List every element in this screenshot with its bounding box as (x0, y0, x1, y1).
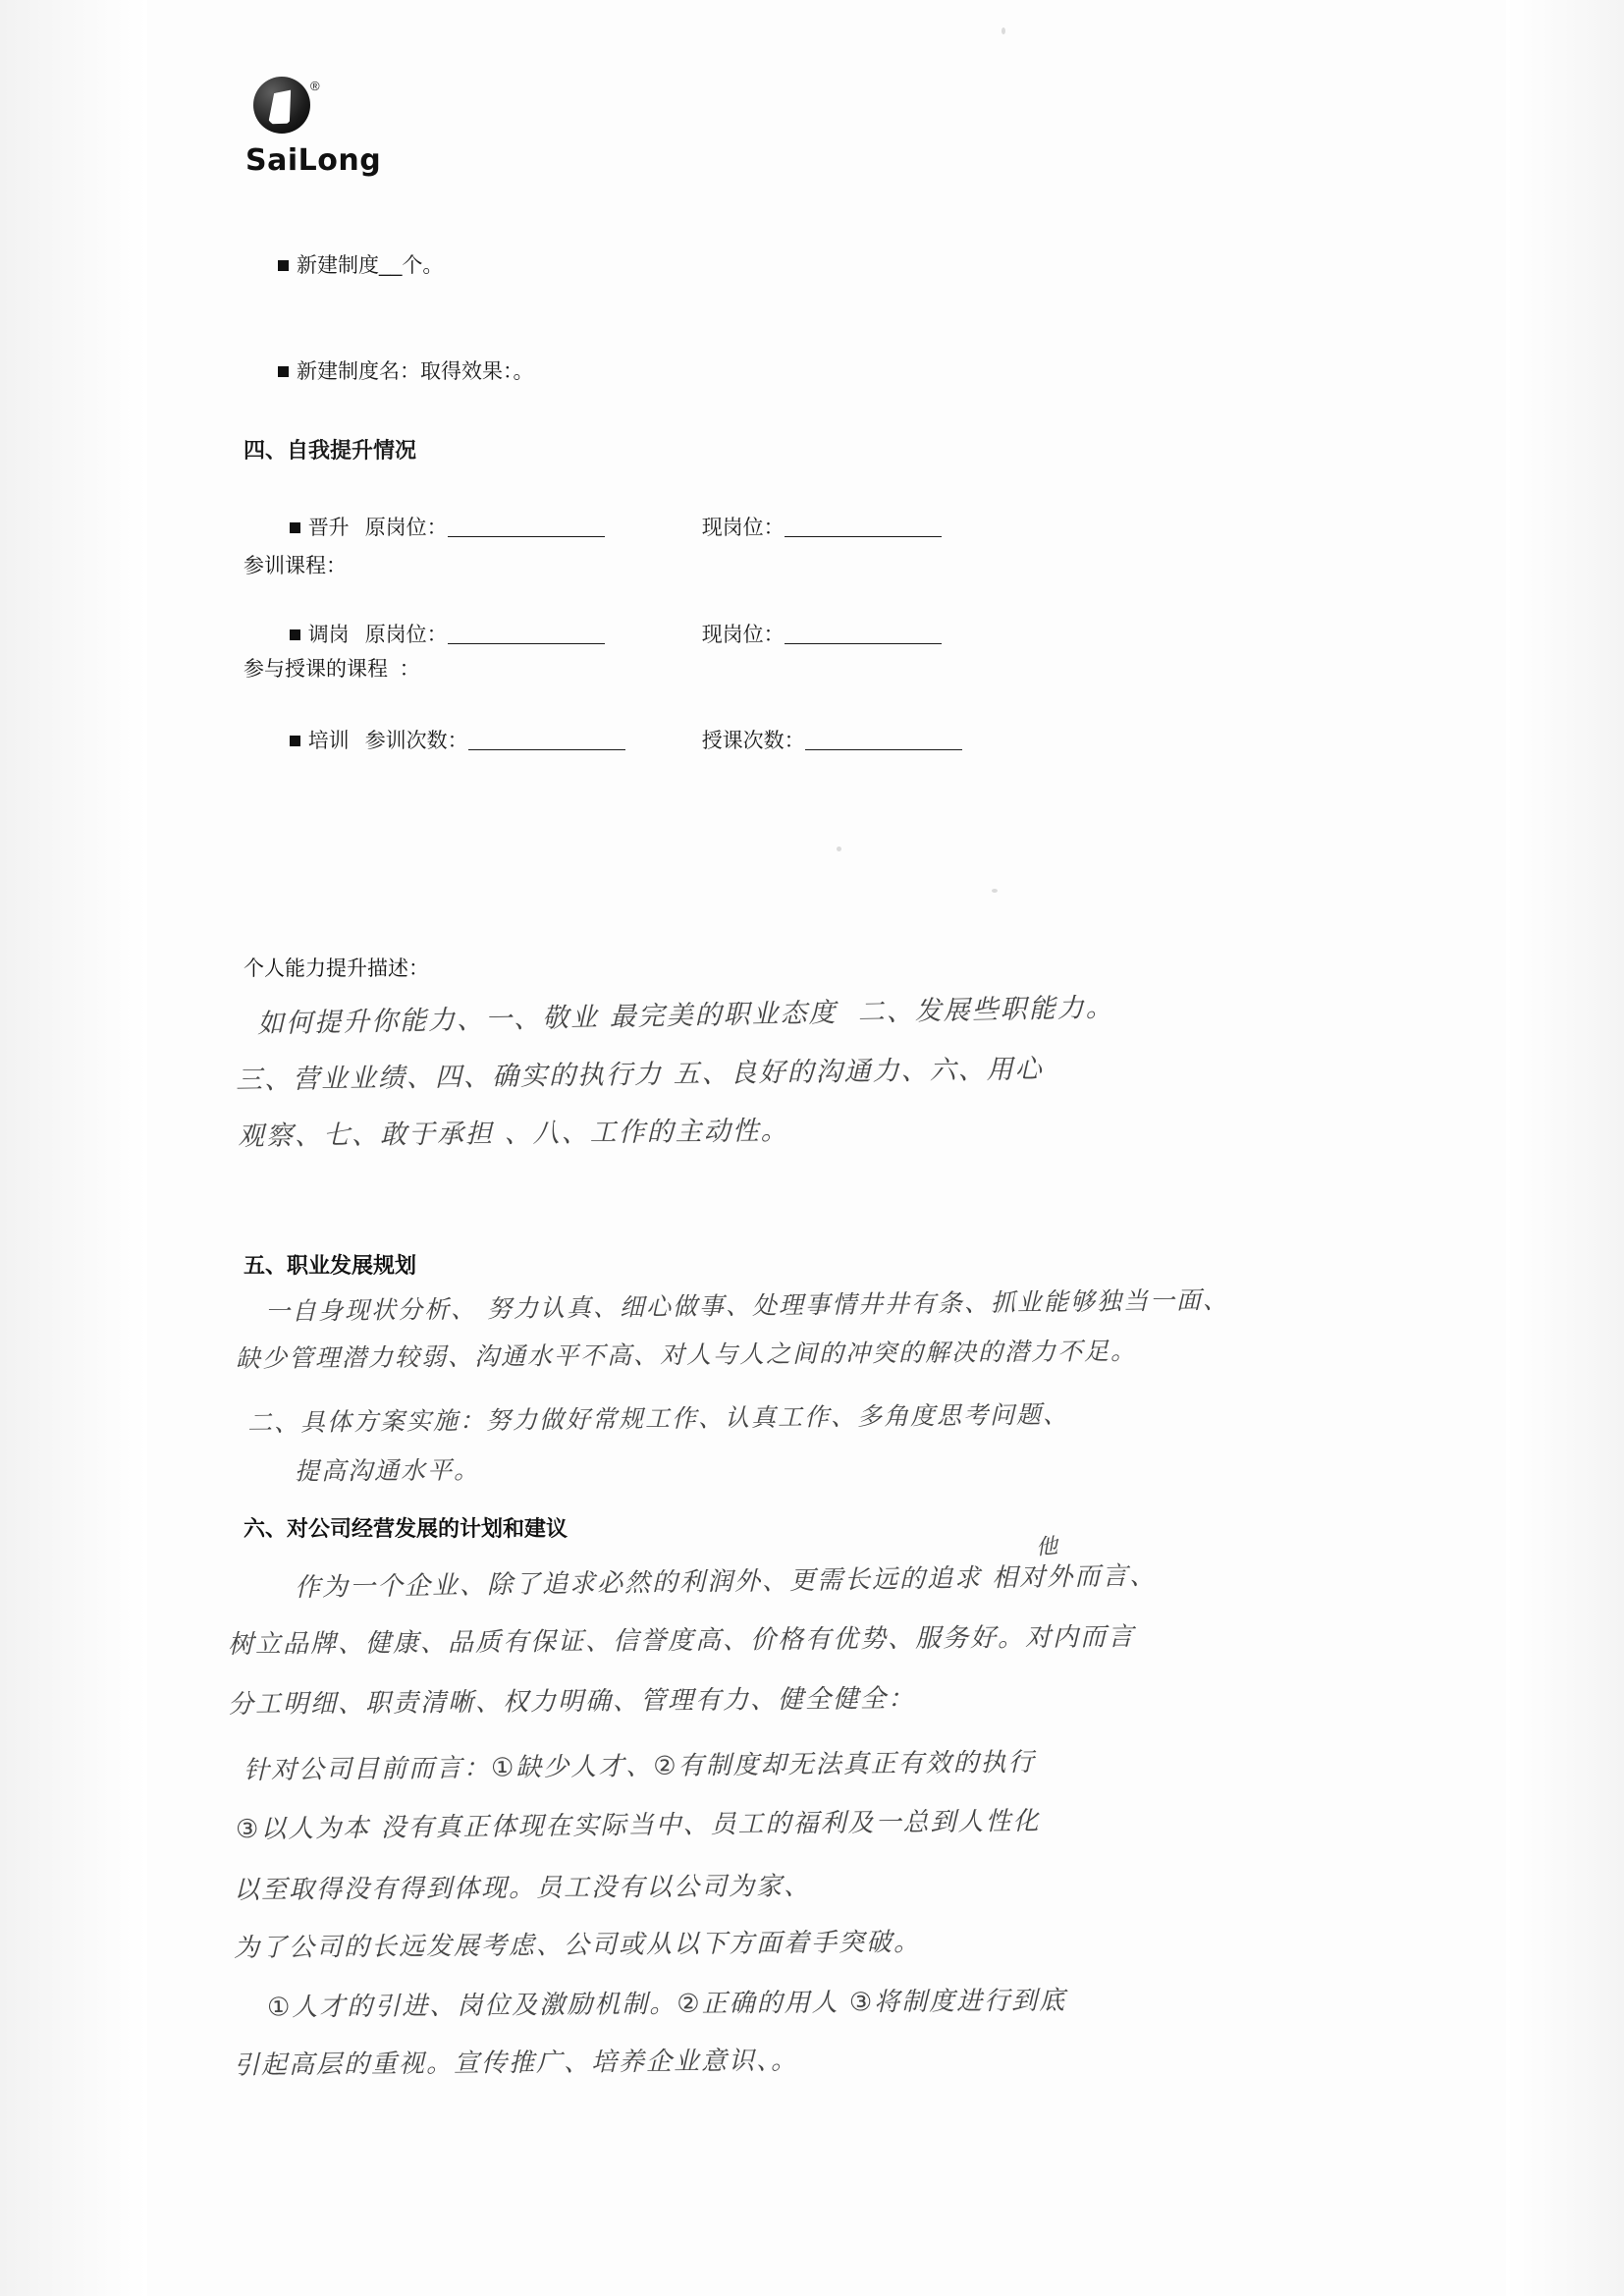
teaching-times (656, 694, 1068, 791)
square-bullet-icon (278, 260, 289, 271)
square-bullet-icon (290, 522, 300, 533)
transfer-current-post-field[interactable] (785, 624, 942, 644)
handwriting-suggestion-line-1: 作为一个企业、除了追求必然的利润外、更需长远的追求 相对外而言、 (294, 1560, 1158, 1604)
square-bullet-icon (278, 366, 289, 377)
new-system-count-label: 新建制度__个。 (297, 253, 444, 277)
current-post-label: 现岗位： (701, 516, 785, 539)
handwriting-suggestion-line-4: 针对公司目前而言：①缺少人才、②有制度却无法真正有效的执行 (243, 1747, 1036, 1786)
teaching-times-field[interactable] (805, 730, 962, 750)
promotion-current-post (656, 480, 1068, 576)
transfer-current-post (656, 587, 1068, 683)
handwriting-suggestion-line-2: 树立品牌、健康、品质有保证、信誉度高、价格有优势、服务好。对内而言 (227, 1621, 1136, 1661)
scan-edge-left (0, 0, 147, 2296)
handwriting-suggestion-line-8: ①人才的引进、岗位及激励机制。②正确的用人 ③将制度进行到底 (266, 1986, 1067, 2023)
handwriting-suggestion-line-6: 以至取得没有得到体现。员工没有以公司为家、 (233, 1871, 812, 1906)
training-label: 培训 (307, 730, 350, 753)
section-4-heading: 四、自我提升情况 (244, 438, 417, 464)
ability-description-label: 个人能力提升描述： (244, 957, 429, 980)
handwriting-ability-line-2: 三、营业业绩、四、确实的执行力 五、良好的沟通力、六、用心 (235, 1054, 1044, 1096)
training-times-field[interactable] (468, 730, 625, 750)
transfer-original-post-field[interactable] (448, 624, 605, 644)
handwriting-inserted-char: 他 (1035, 1534, 1060, 1560)
taught-courses-label: 参与授课的课程 ： (244, 658, 420, 681)
handwriting-suggestion-line-3: 分工明细、职责清晰、权力明确、管理有力、健全健全： (227, 1683, 916, 1721)
section-5-heading: 五、职业发展规划 (244, 1253, 417, 1278)
section-6-heading: 六、对公司经营发展的计划和建议 (244, 1516, 568, 1541)
handwriting-career-line-3: 二、具体方案实施：努力做好常规工作、认真工作、多角度思考问题、 (246, 1399, 1070, 1438)
transfer-label: 调岗 (307, 623, 350, 646)
original-post-label: 原岗位： (364, 623, 448, 646)
promotion-row (244, 480, 1402, 576)
scan-speck (992, 889, 998, 893)
logo-wordmark: SaiLong (245, 143, 382, 178)
current-post-label: 现岗位： (701, 623, 785, 646)
handwriting-career-line-4: 提高沟通水平。 (294, 1455, 481, 1486)
form-body (244, 218, 1402, 800)
sailong-mark-icon (245, 77, 322, 137)
original-post-label: 原岗位： (364, 516, 448, 539)
training-courses-label: 参训课程： (244, 555, 347, 577)
promotion-label: 晋升 (307, 516, 350, 539)
handwriting-career-line-2: 缺少管理潜力较弱、沟通水平不高、对人与人之间的冲突的解决的潜力不足。 (235, 1336, 1138, 1374)
handwriting-career-line-1: 一自身现状分析、 努力认真、细心做事、处理事情井井有条、抓业能够独当一面、 (264, 1285, 1230, 1326)
scan-speck (1001, 27, 1005, 34)
square-bullet-icon (290, 629, 300, 640)
handwriting-suggestion-line-9: 引起高层的重视。宣传推广、培养企业意识、。 (233, 2046, 799, 2081)
new-system-name-label: 新建制度名：取得效果：。 (297, 360, 534, 384)
registered-trademark-icon: ® (310, 79, 320, 93)
new-system-name-line (244, 325, 1402, 421)
teaching-times-label: 授课次数： (701, 730, 805, 753)
new-system-count-line (244, 218, 1402, 314)
training-times (244, 694, 656, 791)
handwriting-ability-line-1: 如何提升你能力、一、敬业 最完美的职业态度 二、发展些职能力。 (256, 992, 1115, 1040)
training-times-label: 参训次数： (364, 730, 468, 753)
company-logo (245, 77, 442, 178)
handwriting-suggestion-line-7: 为了公司的长远发展考虑、公司或从以下方面着手突破。 (233, 1927, 922, 1964)
handwriting-ability-line-3: 观察、七、敢于承担 、八、工作的主动性。 (237, 1116, 789, 1152)
promotion-current-post-field[interactable] (785, 517, 942, 537)
training-row (244, 694, 1402, 791)
square-bullet-icon (290, 736, 300, 746)
scan-edge-right (1506, 0, 1624, 2296)
scan-speck (837, 847, 841, 851)
handwriting-suggestion-line-5: ③以人为本 没有真正体现在实际当中、员工的福利及一总到人性化 (235, 1806, 1041, 1845)
promotion-original-post-field[interactable] (448, 517, 605, 537)
